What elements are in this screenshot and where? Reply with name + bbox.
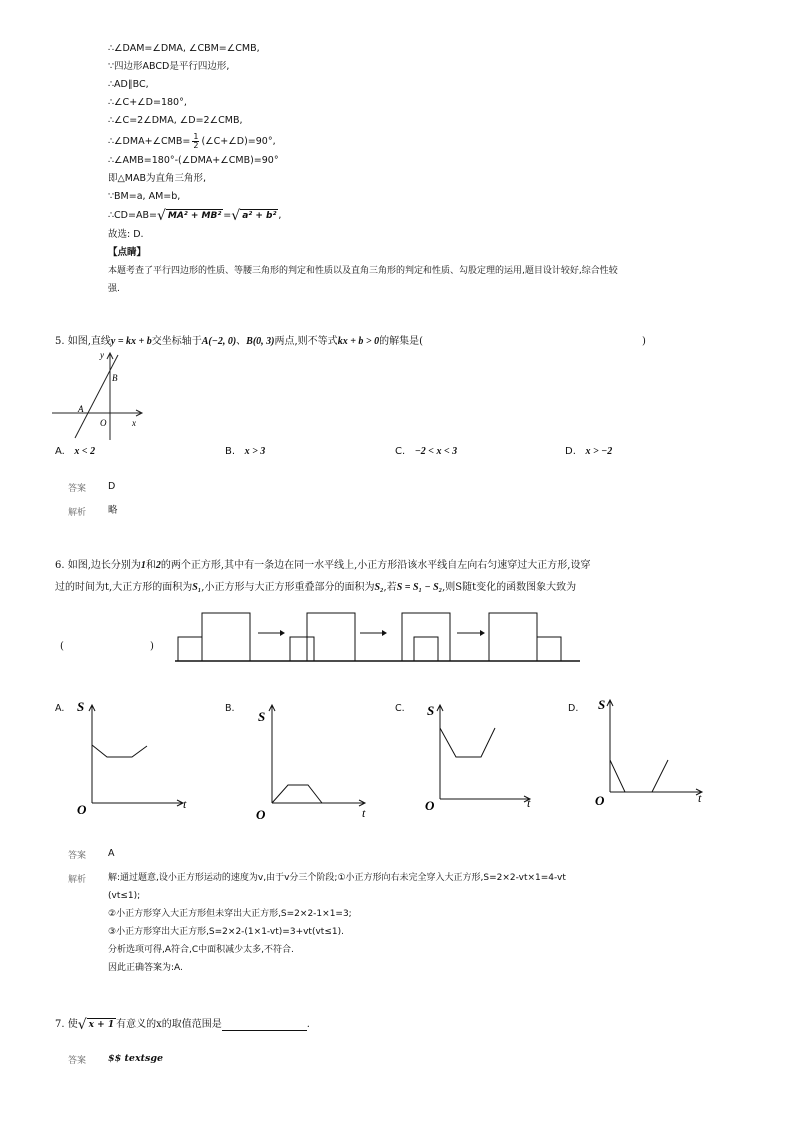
q5-option-d[interactable] (565, 446, 612, 458)
solution-line-10-end: , (278, 210, 282, 221)
q5-stem (55, 336, 423, 348)
q5-point-b: B(0, 3) (246, 336, 275, 347)
q6-graph-a[interactable] (65, 695, 195, 820)
q6-answer: A (108, 848, 115, 859)
q6-paren-close: ) (150, 641, 154, 652)
fraction-half (192, 133, 199, 150)
q7-answer-label: 答案 (68, 1056, 87, 1066)
q5-point-a-label: A (78, 404, 84, 414)
q6-stem-line-2 (55, 582, 576, 594)
q6-option-d-letter: D. (568, 703, 579, 714)
equals-sign: = (223, 210, 232, 221)
solution-line-9: ∵BM=a, AM=b, (108, 191, 181, 202)
q5-inequality: kx + b > 0 (337, 336, 380, 347)
q6-analysis-label: 解析 (68, 875, 87, 885)
q6-num-1: 1 (140, 560, 146, 571)
q7-text-2: 有意义的x的取值范围是 (116, 1019, 222, 1030)
q5-analysis-label: 解析 (68, 508, 87, 518)
q5-line-figure (50, 350, 150, 445)
solution-line-6-tail: (∠C+∠D)=90°, (201, 136, 276, 147)
q6-graph-d-t: t (698, 791, 702, 805)
q5-origin-label: O (100, 418, 107, 428)
radical-sign: √ (231, 208, 241, 224)
q5-option-d-letter: D. (565, 446, 576, 457)
q5-point-b-label: B (112, 373, 118, 383)
q5-option-c-letter: C. (395, 446, 406, 457)
comment-title: 【点睛】 (108, 247, 147, 258)
q5-paren-close: ) (642, 336, 646, 347)
sqrt-a-b: a² + b² (242, 211, 277, 221)
q6-graph-a-t: t (183, 797, 187, 811)
q5-option-b-letter: B. (225, 446, 236, 457)
q6-text-1b: 和 (145, 560, 156, 571)
q6-graph-d[interactable] (590, 692, 720, 817)
q6-text-2a: 过的时间为t,大正方形的面积为 (55, 582, 193, 593)
q6-graph-c[interactable] (415, 695, 545, 820)
solution-line-8: 即△MAB为直角三角形, (108, 173, 207, 184)
fraction-denominator: 2 (193, 141, 199, 150)
q6-graph-c-o: O (425, 798, 435, 813)
q6-s2: S₂ (374, 582, 384, 593)
q5-answer-label: 答案 (68, 484, 87, 494)
q6-analysis-line-4: ③小正方形穿出大正方形,S=2×2-(1×1-vt)=3+vt(vt≤1). (108, 927, 344, 937)
q6-graph-b-o: O (256, 807, 266, 822)
q5-option-c[interactable] (395, 446, 457, 458)
q6-number: 6. (55, 560, 65, 571)
solution-line-6 (108, 133, 276, 150)
solution-line-11: 故选: D. (108, 229, 144, 240)
q7-answer: $$ textsge (108, 1053, 164, 1064)
comment-text-2: 强. (108, 284, 120, 294)
q6-graph-d-o: O (595, 793, 605, 808)
q7-answer-blank[interactable] (222, 1020, 307, 1031)
q7-end: . (306, 1019, 310, 1030)
q5-point-a: A(−2, 0) (201, 336, 237, 347)
q5-number: 5. (55, 336, 65, 347)
q6-graph-c-t: t (527, 796, 531, 810)
q6-graph-d-s: S (598, 697, 606, 712)
q6-stem-line-1 (55, 560, 590, 572)
q6-analysis-line-5: 分析选项可得,A符合,C中面积减少太多,不符合. (108, 945, 294, 955)
q7-stem (55, 1018, 310, 1031)
q6-answer-label: 答案 (68, 851, 87, 861)
q5-axis-y-label: y (100, 350, 104, 360)
q5-option-b[interactable] (225, 446, 265, 458)
solution-line-5: ∴∠C=2∠DMA, ∠D=2∠CMB, (108, 115, 243, 126)
solution-line-1: ∴∠DAM=∠DMA, ∠CBM=∠CMB, (108, 43, 260, 54)
comment-text-1: 本题考查了平行四边形的性质、等腰三角形的判定和性质以及直角三角形的判定和性质、勾股定理的运用,题目设计较好,综合性较 (108, 266, 618, 276)
solution-line-6-text: ∴∠DMA+∠CMB= (108, 136, 191, 147)
q5-equation: y = kx + b (110, 336, 152, 347)
q5-axis-x-label: x (132, 418, 136, 428)
q6-text-1c: 的两个正方形,其中有一条边在同一水平线上,小正方形沿该水平线自左向右匀速穿过大正方形,设穿 (160, 560, 591, 571)
q6-graph-b-t: t (362, 806, 366, 820)
q5-option-c-expr: −2 < x < 3 (414, 446, 458, 457)
q5-option-a-expr: x < 2 (74, 446, 96, 457)
q5-sep: 、 (236, 336, 247, 347)
q5-option-a[interactable] (55, 446, 95, 458)
q6-option-a-letter: A. (55, 703, 65, 714)
q6-graph-b-s: S (258, 709, 266, 724)
q6-squares-figure (170, 605, 585, 665)
q6-graph-a-o: O (77, 802, 87, 817)
q6-analysis-line-6: 因此正确答案为:A. (108, 963, 183, 973)
radical-sign: √ (156, 208, 166, 224)
solution-line-2: ∵四边形ABCD是平行四边形, (108, 61, 230, 72)
solution-line-7: ∴∠AMB=180°-(∠DMA+∠CMB)=90° (108, 155, 279, 166)
solution-line-3: ∴AD∥BC, (108, 79, 149, 90)
q6-graph-a-s: S (77, 699, 85, 714)
q5-option-d-expr: x > −2 (585, 446, 613, 457)
fraction-numerator: 1 (193, 132, 199, 141)
q7-text-1: 使 (67, 1019, 78, 1030)
solution-line-10 (108, 209, 281, 222)
radical-sign: √ (77, 1017, 87, 1033)
q5-text-1: 如图,直线 (67, 336, 111, 347)
q5-text-3: 两点,则不等式 (274, 336, 338, 347)
q6-text-2d: ,则S随t变化的函数图象大致为 (442, 582, 577, 593)
solution-line-10-text: ∴CD=AB= (108, 210, 157, 221)
q5-option-b-expr: x > 3 (244, 446, 266, 457)
q7-sqrt: x + 1 (88, 1020, 115, 1030)
q6-s-equation: S = S₁ − S₂ (396, 582, 443, 593)
q5-text-2: 交坐标轴于 (151, 336, 202, 347)
q5-text-4: 的解集是( (379, 336, 423, 347)
q6-analysis-line-2: (vt≤1); (108, 891, 141, 901)
solution-line-4: ∴∠C+∠D=180°, (108, 97, 187, 108)
q6-paren-open: ( (60, 641, 64, 652)
q7-number: 7. (55, 1019, 65, 1030)
q6-graph-c-s: S (427, 703, 435, 718)
q6-text-1a: 如图,边长分别为 (67, 560, 141, 571)
q6-graph-b[interactable] (250, 695, 380, 820)
sqrt-ma-mb: MA² + MB² (167, 211, 222, 221)
q6-s1: S₁ (192, 582, 202, 593)
q6-num-2: 2 (155, 560, 161, 571)
q5-answer: D (108, 481, 116, 492)
q6-option-b-letter: B. (225, 703, 235, 714)
q5-analysis: 略 (108, 505, 118, 516)
q5-option-a-letter: A. (55, 446, 65, 457)
q6-text-2b: ,小正方形与大正方形重叠部分的面积为 (201, 582, 375, 593)
q6-analysis-line-3: ②小正方形穿入大正方形但未穿出大正方形,S=2×2-1×1=3; (108, 909, 352, 919)
q6-text-2c: ,若 (383, 582, 397, 593)
q6-option-c-letter: C. (395, 703, 405, 714)
q6-analysis-line-1: 解:通过题意,设小正方形运动的速度为v,由于v分三个阶段;①小正方形向右未完全穿入大正方形,S=2×2-vt×1=4-vt (108, 873, 566, 883)
